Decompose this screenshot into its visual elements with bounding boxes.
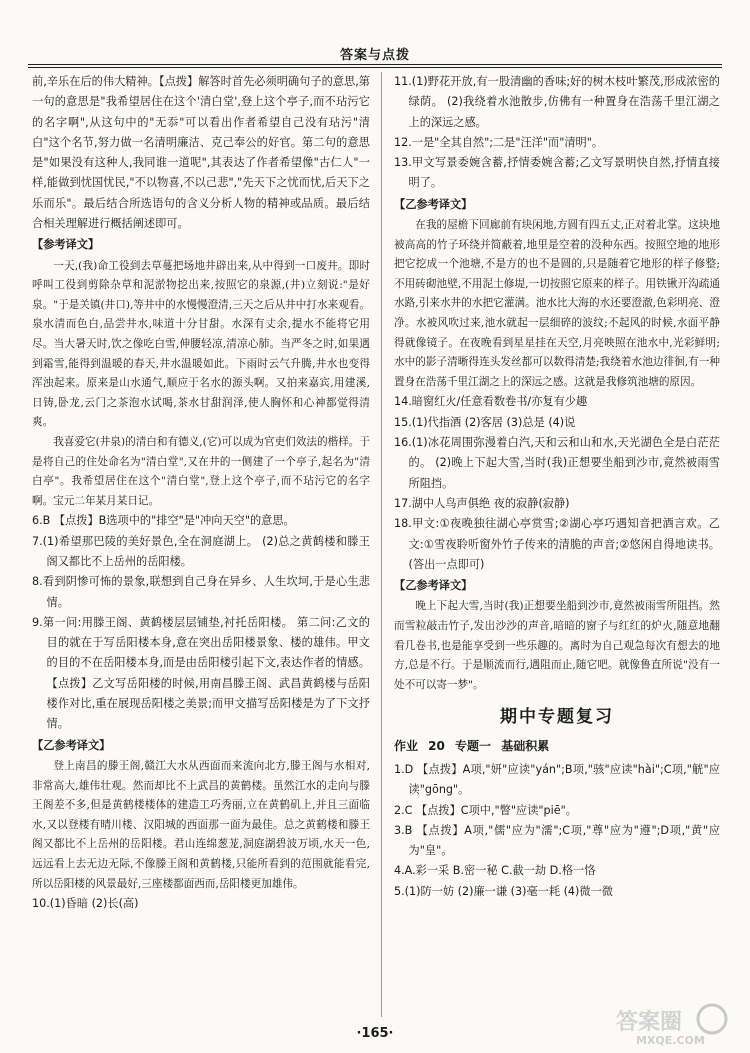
- svg-text:答案圈: 答案圈: [616, 1010, 683, 1035]
- answer-item: 6.B 【点拨】B选项中的"排空"是"冲向天空"的意思。: [32, 514, 295, 528]
- page-number: ·165·: [356, 1026, 394, 1041]
- reference-translation-heading: 【乙参考译文】: [394, 579, 473, 593]
- svg-text:MXQE.COM: MXQE.COM: [636, 1034, 705, 1047]
- watermark-logo: [612, 1003, 730, 1047]
- answer-item: 17.湖中人鸟声俱绝 夜的寂静(寂静): [394, 496, 570, 510]
- reference-translation-heading: 【参考译文】: [32, 238, 100, 252]
- running-header: 答案与点拨: [339, 48, 410, 63]
- reference-translation-heading: 【乙参考译文】: [32, 738, 111, 752]
- translation-paragraph: 一天,(我)命工役到去草蔓把场地井辟出来,从中得到一口废井。即时呼叫工役到剪除杂草和泥淤物挖出来,按照它的泉源,(井)立刻说:"是好泉。"于是关镇(井口),等井中的水慢慢澄清,三天之后从井中打水来观看。泉水清而色白,品尝井水,味道十分甘甜。水深有丈余,提水不能将它用尽。当大暑天时,饮之像吃白雪,伸腰轻凉,清凉心肺。当严冬之时,如果遇到霜雪,能得到温暖的春天,井水温暖如此。下雨时云气升腾,井水也变得浑浊起来。原来是山水通气,顺应于名水的源头啊。又拍来嘉宾,用建溪,日铸,卧龙,云门之茶泡水试喝,茶水甘甜润泽,使人胸怀和心神都觉得清爽。: [32, 259, 370, 429]
- column-divider: [381, 72, 382, 1017]
- answer-item: 3.B 【点拨】A项,"儒"应为"濡";C项,"尊"应为"遵";D项,"黄"应为"皇"。: [394, 823, 720, 858]
- homework-heading: 作业 20 专题一 基础积累: [394, 738, 550, 753]
- answer-item: 8.看到阴惨可怖的景象,联想到自己身在异乡、人生坎坷,于是心生悲情。: [32, 575, 370, 609]
- header-rule-thin: [28, 67, 722, 68]
- answer-item: 9.第一问:用滕王阁、黄鹤楼层层铺垫,衬托岳阳楼。 第二问:乙文的目的就在于写岳阳楼本身,意在突出岳阳楼景象、楼的雄伟。甲文的目的不在岳阳楼本身,而是由岳阳楼引起下文,表达作者的情感。【点拨】乙文写岳阳楼的时候,用南昌滕王阁、武昌黄鹤楼与岳阳楼作对比,重在展现岳阳楼之美景;而甲文描写岳阳楼是为了下文抒情。: [32, 615, 370, 731]
- translation-paragraph: 我喜爱它(井泉)的清白和有德义,(它)可以成为官吏们效法的楷样。于是将自己的住处命名为"清白堂",又在井的一侧建了一个亭子,起名为"清白亭"。我希望居住在这个"清白堂",登上这个亭子,而不玷污它的名字啊。宝元二年某月某日记。: [32, 436, 370, 507]
- translation-paragraph: 晚上下起大雪,当时(我)正想要坐船到沙市,竟然被雨雪所阻挡。然而雪粒敲击竹子,发出沙沙的声音,暗暗的窗子与红红的炉火,随意地翻看几卷书,也是能享受到一些乐趣的。离时为自己观急每次有想去的地方,总是不行。于是顺流而行,遇阻而止,随它吧。就像鲁直所说"没有一处不可以寄一梦"。: [394, 600, 720, 691]
- answer-item: 4.A.彩一采 B.密一秘 C.截一劫 D.格一恪: [394, 864, 596, 878]
- intro-paragraph: 前,辛乐在后的伟大精神。【点拨】解答时首先必须明确句子的意思,第一句的意思是"我希望居住在这个'清白堂',登上这个亭子,而不玷污它的名字啊",从这句中的"无忝"可以看出作者希望自己没有玷污"清白"这个名节,努力做一名清明廉洁、克己奉公的好官。第二句的意思是"如果没有这种人,我同谁一道呢",其表达了作者希望像"古仁人"一样,能做到忧国忧民,"不以物喜,不以己悲","先天下之忧而忧,后天下之乐而乐"。最后结合所选语句的含义分析人物的精神或品质。最后结合相关理解进行概括阐述即可。: [32, 75, 370, 231]
- header-rule: [28, 64, 722, 65]
- answer-item: 13.甲文写景委婉含蓄,抒情委婉含蓄;乙文写景明快自然,抒情直接明了。: [394, 156, 720, 190]
- answer-item: 5.(1)防一妨 (2)廉一谦 (3)毫一耗 (4)微一微: [394, 884, 613, 898]
- right-column: [394, 72, 720, 1001]
- answer-item: 16.(1)冰花周围弥漫着白汽,天和云和山和水,天光湖色全是白茫茫的。 (2)晚上下起大雪,当时(我)正想要坐船到沙市,竟然被雨雪所阻挡。: [394, 436, 720, 490]
- translation-paragraph: 在我的屋檐下回廊前有块闲地,方圆有四五丈,正对着北掌。这块地被高高的竹子环绕并简蔽着,地里是空着的没种东西。按照空地的地形把它挖成一个池塘,不是方的也不是圆的,只是随着它地形的样子修整;不用砖砌池壁,不用泥土修堤,一切按照它原来的样子。用铁锹开沟疏通水路,引来水井的水把它灌满。池水比大海的水还要澄澈,色彩明亮、澄净。水被风吹过来,池水就起一层细碎的波纹;不起风的时候,水面平静得就像镜子。在夜晚看到星星挂在天空,月亮映照在池水中,光彩鲜明;水中的影子清晰得连头发丝都可以数得清楚;我绕着水池边徘徊,有一种置身在浩荡千里江湖之上的深远之感。这就是我修筑池塘的原因。: [394, 219, 720, 388]
- answer-item: 18.甲文:①夜晚独往湖心亭赏雪;②湖心亭巧遇知音把酒言欢。乙文:①雪夜聆听窗外竹子传来的清脆的声音;②悠闲自得地读书。(答出一点即可): [394, 517, 720, 571]
- answer-item: 11.(1)野花开放,有一股清幽的香味;好的树木枝叶繁茂,形成浓密的绿荫。 (2)我绕着水池散步,仿佛有一种置身在浩荡千里江湖之上的深远之感。: [394, 75, 720, 129]
- answer-item: 7.(1)希望那巴陵的美好景色,全在洞庭湖上。 (2)总之黄鹤楼和滕王阁又都比不上岳州的岳阳楼。: [32, 534, 370, 568]
- answer-item: 10.(1)昏暗 (2)长(高): [32, 897, 139, 911]
- answer-item: 15.(1)代指酒 (2)客居 (3)总是 (4)说: [394, 415, 576, 429]
- reference-translation-heading: 【乙参考译文】: [394, 197, 473, 211]
- answer-item: 14.暗窗红火/任意看数卷书/亦复有少趣: [394, 395, 588, 409]
- answer-item: 12.一是"全其自然";二是"汪洋"而"清明"。: [394, 135, 604, 149]
- answer-item: 1.D 【点拨】A项,"妍"应读"yán";B项,"骇"应读"hài";C项,"觥"应读"gōng"。: [394, 762, 720, 797]
- answer-item: 2.C 【点拨】C项中,"瞥"应读"piē"。: [394, 803, 577, 817]
- section-title: 期中专题复习: [500, 707, 614, 728]
- left-column: [32, 72, 370, 1001]
- translation-paragraph: 登上南昌的滕王阁,赣江大水从西面而来流向北方,滕王阁与水相对,非常高大,雄伟壮观。然而却比不上武昌的黄鹤楼。虽然江水的走向与滕王阁差不多,但是黄鹤楼楼体的建造工巧秀丽,立在黄鹤矶上,并且三面临水,又以登楼有晴川楼、汉阳城的西面那一面为最佳。总之黄鹤楼和滕王阁又都比不上岳州的岳阳楼。君山连绵葱茏,洞庭湖碧波万顷,水天一色,远远看上去无边无际,不像滕王阁和黄鹤楼,只能所看到的范围就能看完,所以岳阳楼的风景最好,三座楼都面西而,岳阳楼更加雄伟。: [32, 759, 370, 890]
